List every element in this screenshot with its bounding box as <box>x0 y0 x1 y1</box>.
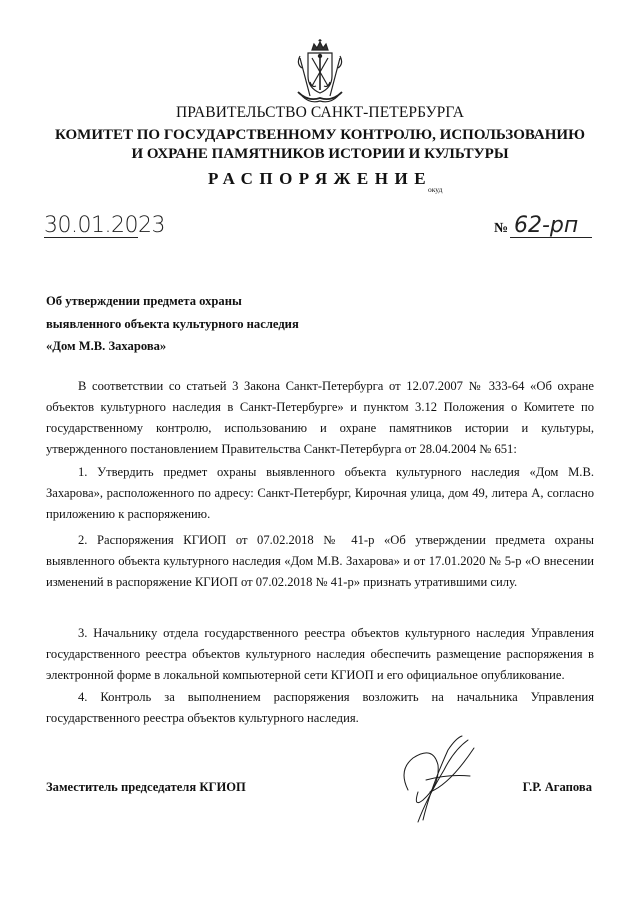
item2-paragraph: 2. Распоряжения КГИОП от 07.02.2018 № 41-р «Об утверждении предмета охраны выявленного объекта культурного наследия «Дом М.В. Захарова» и от 17.01.2020 № 5-р «О внесении изменений в распоряжение КГИОП от 07.02.2018 № 41-р» признать утратившими силу. <box>46 533 594 589</box>
body-item-3 <box>46 623 594 686</box>
body-item-4 <box>46 687 594 729</box>
body-item-1 <box>46 462 594 525</box>
okud-label: окуд <box>428 185 443 194</box>
body-item-2 <box>46 530 594 593</box>
committee-name-line1: КОМИТЕТ ПО ГОСУДАРСТВЕННОМУ КОНТРОЛЮ, ИСПОЛЬЗОВАНИЮ <box>55 127 585 143</box>
intro-paragraph: В соответствии со статьей 3 Закона Санкт-Петербурга от 12.07.2007 № 333-64 «Об охране объектов культурного наследия в Санкт-Петербурге» и пунктом 3.12 Положения о Комитете по государственному контролю, использованию и охране памятников истории и культуры, утвержденного постановлением Правительства Санкт-Петербурга от 28.04.2004 № 651: <box>46 379 594 456</box>
subject-line1: Об утверждении предмета охраны <box>46 294 242 308</box>
signer-title: Заместитель председателя КГИОП <box>46 780 246 794</box>
item4-paragraph: 4. Контроль за выполнением распоряжения возложить на начальника Управления государственного реестра объектов культурного наследия. <box>46 690 594 725</box>
coat-of-arms-icon <box>290 38 350 104</box>
document-type-title: РАСПОРЯЖЕНИЕ <box>207 169 433 188</box>
body-intro <box>46 376 594 460</box>
document-number: 62-рп <box>514 213 579 238</box>
number-sign: № <box>494 221 509 236</box>
subject-line3: «Дом М.В. Захарова» <box>46 339 167 353</box>
item3-paragraph: 3. Начальнику отдела государственного реестра объектов культурного наследия Управления государственного реестра объектов культурного наследия обеспечить размещение распоряжения в электронной форме в локальной компьютерной сети КГИОП и его официальное опубликование. <box>46 626 594 682</box>
signer-name: Г.Р. Агапова <box>522 780 592 794</box>
date-underline <box>44 237 138 238</box>
subject-line2: выявленного объекта культурного наследия <box>46 316 299 331</box>
committee-name-line2: И ОХРАНЕ ПАМЯТНИКОВ ИСТОРИИ И КУЛЬТУРЫ <box>131 146 509 162</box>
number-underline <box>510 237 592 238</box>
handwritten-signature-icon <box>378 730 488 830</box>
item1-paragraph: 1. Утвердить предмет охраны выявленного объекта культурного наследия «Дом М.В. Захарова», расположенного по адресу: Санкт-Петербург, Кирочная улица, дом 49, литера А, согласно приложению к распоряжению. <box>46 465 594 521</box>
government-name: ПРАВИТЕЛЬСТВО САНКТ-ПЕТЕРБУРГА <box>175 104 465 121</box>
document-subject <box>46 290 299 358</box>
document-date: 30.01.2023 <box>44 213 165 238</box>
